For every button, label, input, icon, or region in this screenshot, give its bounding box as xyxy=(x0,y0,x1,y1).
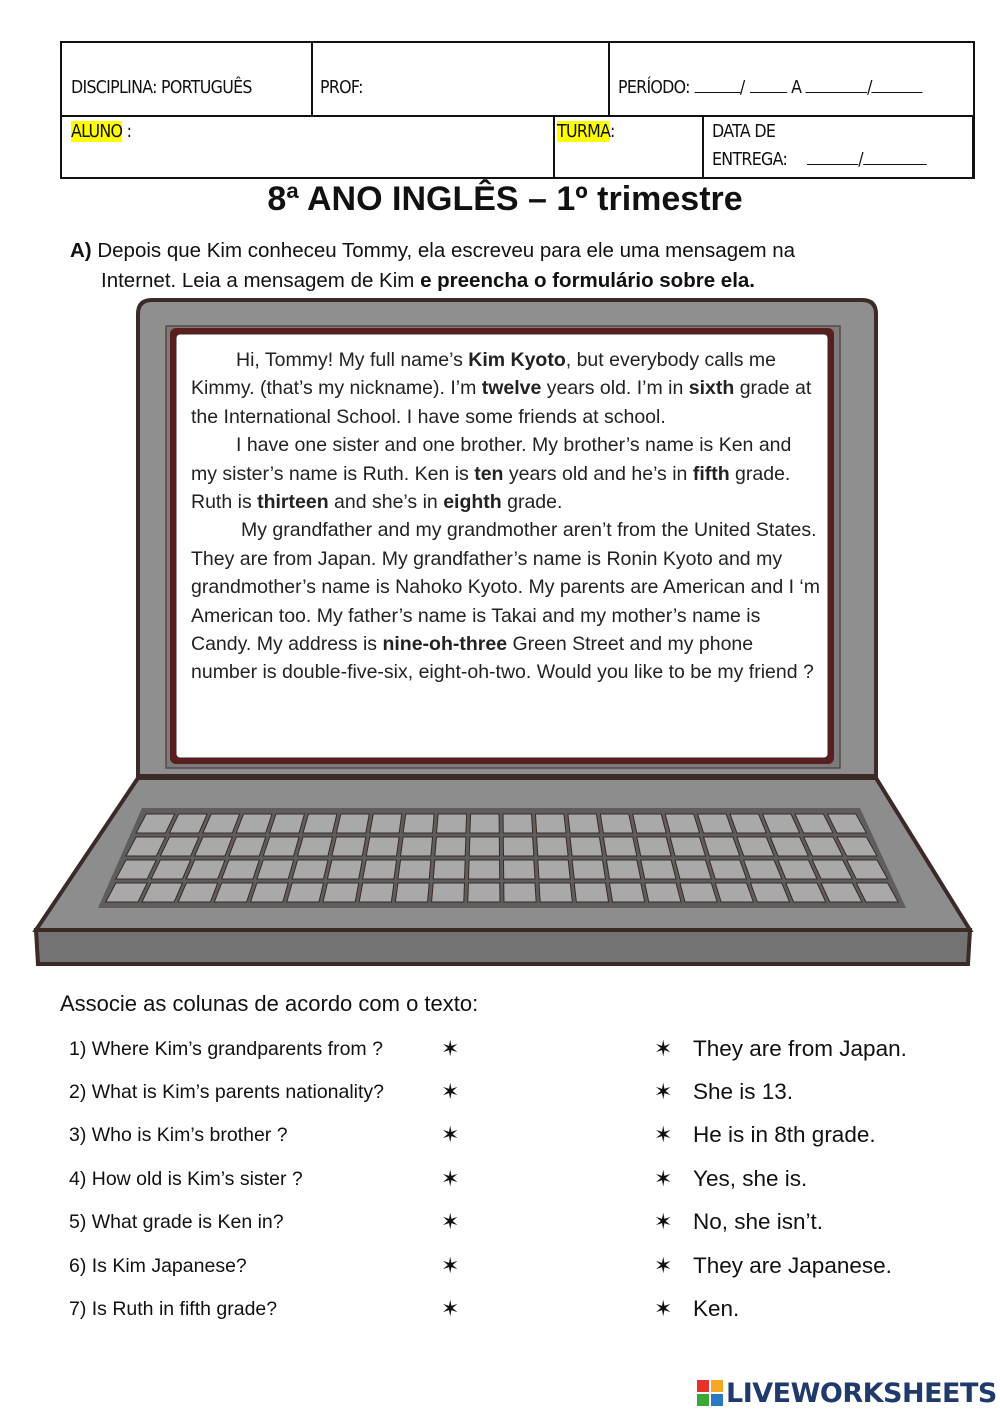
instruction: A) Depois que Kim conheceu Tommy, ela escreveu para ele uma mensagem na Internet. Leia a mensagem de Kim e preencha o formulário sobre ela. xyxy=(70,239,796,292)
question-4: 4) How old is Kim’s sister ? xyxy=(69,1168,303,1190)
keyboard-key xyxy=(670,837,705,856)
liveworksheets-logo xyxy=(697,1375,997,1411)
keyboard-key xyxy=(665,814,699,833)
keyboard-key xyxy=(257,860,294,879)
liveworksheets-logo-icon xyxy=(697,1380,723,1406)
keyboard-key xyxy=(641,860,676,879)
keyboard-key xyxy=(323,883,359,902)
answer-3-connector-dot[interactable]: ✶ xyxy=(654,1122,673,1147)
keyboard-key xyxy=(398,860,431,879)
keyboard-key xyxy=(504,883,536,902)
keyboard-key xyxy=(539,883,572,902)
keyboard-key xyxy=(468,860,499,879)
keyboard-key xyxy=(433,860,465,879)
answer-1: They are from Japan. xyxy=(693,1036,907,1061)
question-1-connector-dot[interactable]: ✶ xyxy=(441,1036,460,1061)
keyboard-key xyxy=(570,837,602,856)
keyboard-key xyxy=(503,837,534,856)
answer-7: Ken. xyxy=(693,1296,740,1321)
keyboard-key xyxy=(403,814,434,833)
keyboard-key xyxy=(435,837,466,856)
disciplina-label: DISCIPLINA: PORTUGUÊS xyxy=(71,77,252,98)
keyboard-key xyxy=(574,883,608,902)
data-entrega-line1: DATA DE xyxy=(712,121,776,142)
keyboard-key xyxy=(332,837,366,856)
keyboard-key xyxy=(298,837,333,856)
keyboard-key xyxy=(470,814,499,833)
keyboard-key xyxy=(709,860,746,879)
question-6-connector-dot[interactable]: ✶ xyxy=(441,1253,460,1278)
keyboard-key xyxy=(251,883,289,902)
keyboard-key xyxy=(263,837,299,856)
keyboard-key xyxy=(600,814,632,833)
keyboard-key xyxy=(680,883,717,902)
keyboard-key xyxy=(538,860,570,879)
keyboard-key xyxy=(633,814,666,833)
keyboard-key xyxy=(537,837,568,856)
keyboard-key xyxy=(704,837,740,856)
answer-1-connector-dot[interactable]: ✶ xyxy=(654,1036,673,1061)
keyboard-key xyxy=(610,883,645,902)
question-2: 2) What is Kim’s parents nationality? xyxy=(69,1081,385,1103)
keyboard-key xyxy=(287,883,324,902)
data-entrega-field[interactable]: ENTREGA: / xyxy=(712,149,926,170)
prof-label: PROF: xyxy=(320,77,363,98)
answer-6: They are Japanese. xyxy=(693,1253,892,1278)
keyboard-key xyxy=(214,883,253,902)
turma-label: TURMA xyxy=(557,121,610,142)
keyboard-key xyxy=(568,814,599,833)
keyboard-key xyxy=(504,860,535,879)
question-5-connector-dot[interactable]: ✶ xyxy=(441,1209,460,1234)
keyboard-key xyxy=(572,860,605,879)
question-4-connector-dot[interactable]: ✶ xyxy=(441,1166,460,1191)
answer-6-connector-dot[interactable]: ✶ xyxy=(654,1253,673,1278)
liveworksheets-text: LIVEWORKSHEETS xyxy=(726,1377,997,1409)
periodo-field[interactable]: PERÍODO: / A / xyxy=(618,77,923,98)
keyboard-key xyxy=(535,814,566,833)
question-6: 6) Is Kim Japanese? xyxy=(69,1255,247,1277)
keyboard-key xyxy=(359,883,394,902)
keyboard-key xyxy=(401,837,433,856)
keyboard-key xyxy=(363,860,397,879)
question-7-connector-dot[interactable]: ✶ xyxy=(441,1296,460,1321)
question-5: 5) What grade is Ken in? xyxy=(69,1211,284,1233)
keyboard-key xyxy=(645,883,681,902)
keyboard-key xyxy=(432,883,465,902)
keyboard-key xyxy=(270,814,305,833)
associate-title: Associe as colunas de acordo com o texto: xyxy=(60,991,479,1016)
answer-5: No, she isn’t. xyxy=(693,1209,824,1234)
keyboard-key xyxy=(503,814,533,833)
header-table xyxy=(60,41,975,179)
kim-message: Hi, Tommy! My full name’s Kim Kyoto, but everybody calls me Kimmy. (that’s my nickname). I’m twelve years old. I’m in sixth grade at the International School. I have some friends at school. I have one sister and one brother. My brother’s name is Ken and my sister’s name is Ruth. Ken is ten years old and he’s in fifth grade. Ruth is thirteen and she’s in eighth grade. My grandfather and my grandmother aren’t from the United States. They are from Japan. My grandfather’s name is Ronin Kyoto and my grandmother’s name is Nahoko Kyoto. My parents are American and I ‘m American too. My father’s name is Takai and my mother’s name is Candy. My address is nine-oh-three Green Street and my phone number is double-five-six, eight-oh-two. Would you like to be my friend ? xyxy=(191,349,820,684)
keyboard-key xyxy=(469,837,499,856)
keyboard-key xyxy=(395,883,429,902)
keyboard-key xyxy=(606,860,640,879)
keyboard-key xyxy=(292,860,328,879)
keyboard-key xyxy=(468,883,500,902)
keyboard-key xyxy=(698,814,733,833)
answer-4: Yes, she is. xyxy=(693,1166,808,1191)
keyboard-key xyxy=(637,837,671,856)
question-3-connector-dot[interactable]: ✶ xyxy=(441,1122,460,1147)
answer-2: She is 13. xyxy=(693,1079,794,1104)
question-3: 3) Who is Kim’s brother ? xyxy=(69,1124,288,1146)
question-2-connector-dot[interactable]: ✶ xyxy=(441,1079,460,1104)
page-title: 8ª ANO INGLÊS – 1º trimestre xyxy=(267,180,743,218)
keyboard-key xyxy=(715,883,753,902)
answer-4-connector-dot[interactable]: ✶ xyxy=(654,1166,673,1191)
aluno-field[interactable]: ALUNO : xyxy=(71,121,132,142)
question-7: 7) Is Ruth in fifth grade? xyxy=(69,1298,278,1320)
answer-2-connector-dot[interactable]: ✶ xyxy=(654,1079,673,1104)
answer-3: He is in 8th grade. xyxy=(693,1122,876,1147)
keyboard-key xyxy=(327,860,362,879)
keyboard-key xyxy=(603,837,636,856)
answer-5-connector-dot[interactable]: ✶ xyxy=(654,1209,673,1234)
question-1: 1) Where Kim’s grandparents from ? xyxy=(69,1038,383,1060)
turma-field[interactable]: TURMA: xyxy=(557,121,615,142)
keyboard-key xyxy=(675,860,711,879)
keyboard-key xyxy=(437,814,467,833)
keyboard-key xyxy=(370,814,402,833)
keyboard-key xyxy=(336,814,369,833)
keyboard-key xyxy=(366,837,399,856)
aluno-label: ALUNO xyxy=(71,121,123,142)
keyboard-key xyxy=(303,814,337,833)
answer-7-connector-dot[interactable]: ✶ xyxy=(654,1296,673,1321)
